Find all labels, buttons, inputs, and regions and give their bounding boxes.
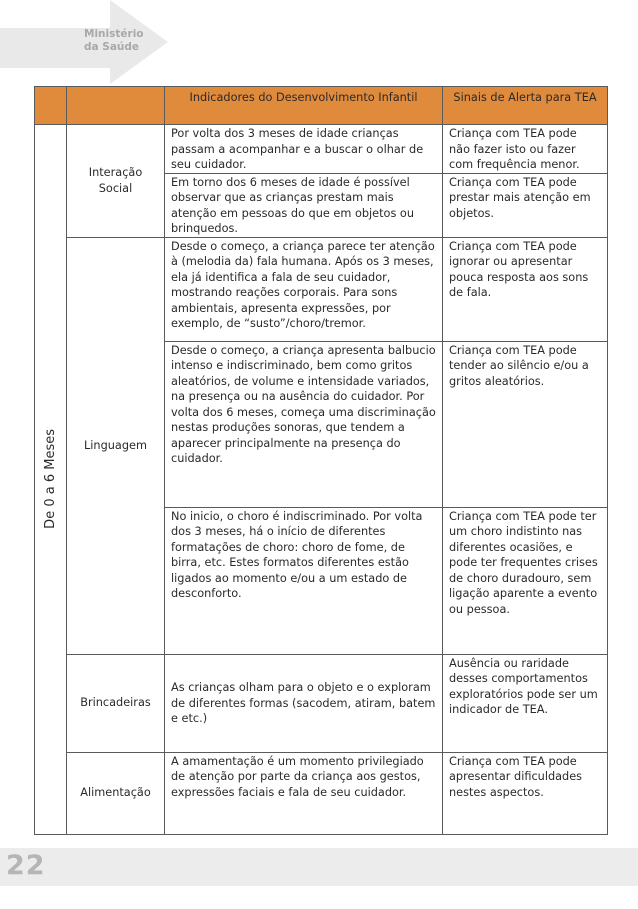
indicator-cell: Em torno dos 6 meses de idade é possível observar que as crianças prestam mais atenção em pessoas do que em objetos ou brinquedos. (165, 173, 443, 237)
category-cell: Interação Social (67, 125, 165, 238)
alert-sign-cell: Ausência ou raridade desses comportamentos exploratórios pode ser um indicador de TEA. (443, 654, 608, 752)
header-cell-category (67, 87, 165, 125)
category-cell: Alimentação (67, 752, 165, 834)
alert-sign-cell: Criança com TEA pode apresentar dificuldades nestes aspectos. (443, 752, 608, 834)
page-number: 22 (6, 850, 46, 881)
header-cell-signs: Sinais de Alerta para TEA (443, 87, 608, 125)
footer-band (0, 848, 638, 886)
age-group-cell (35, 125, 67, 835)
alert-sign-cell: Criança com TEA pode ter um choro indistinto nas diferentes ocasiões, e pode ter frequentes crises de choro duradouro, sem ligação aparente a evento ou pessoa. (443, 507, 608, 654)
indicator-cell: Desde o começo, a criança apresenta balbucio intenso e indiscriminado, bem como gritos aleatórios, de volume e intensidade variados, na presença ou na ausência do cuidador. Por volta dos 6 meses, começa uma discriminação nestas produções sonoras, que tendem a aparecer principalmente na presença do cuidador. (165, 341, 443, 507)
ministry-line-2: da Saúde (84, 41, 140, 53)
indicator-cell: Desde o começo, a criança parece ter atenção à (melodia da) fala humana. Após os 3 meses, ela já identifica a fala de seu cuidador, mostrando reações corporais. Para sons ambientais, apresenta expressões, por exemplo, de “susto”/choro/tremor. (165, 237, 443, 341)
header-cell-age (35, 87, 67, 125)
development-table (34, 86, 608, 835)
alert-sign-cell: Criança com TEA pode tender ao silêncio e/ou a gritos aleatórios. (443, 341, 608, 507)
ministry-logo-text (84, 28, 144, 54)
table-row (35, 654, 608, 752)
table-row (35, 125, 608, 174)
category-cell: Linguagem (67, 237, 165, 654)
age-group-label: De 0 a 6 Meses (42, 429, 58, 530)
header-cell-indicators: Indicadores do Desenvolvimento Infantil (165, 87, 443, 125)
indicator-cell: No inicio, o choro é indiscriminado. Por volta dos 3 meses, há o início de diferentes formatações de choro: choro de fome, de birra, etc. Estes formatos diferentes estão ligados ao momento e/ou a um estado de desconforto. (165, 507, 443, 654)
category-cell: Brincadeiras (67, 654, 165, 752)
alert-sign-cell: Criança com TEA pode não fazer isto ou fazer com frequência menor. (443, 125, 608, 174)
indicator-cell: As crianças olham para o objeto e o exploram de diferentes formas (sacodem, atiram, batem e etc.) (165, 654, 443, 752)
indicator-cell: Por volta dos 3 meses de idade crianças passam a acompanhar e a buscar o olhar de seu cuidador. (165, 125, 443, 174)
alert-sign-cell: Criança com TEA pode prestar mais atenção em objetos. (443, 173, 608, 237)
table-row (35, 237, 608, 341)
table-header-row (35, 87, 608, 125)
indicator-cell: A amamentação é um momento privilegiado de atenção por parte da criança aos gestos, expressões faciais e fala de seu cuidador. (165, 752, 443, 834)
ministry-line-1: Ministério (84, 28, 144, 40)
table-row (35, 752, 608, 834)
alert-sign-cell: Criança com TEA pode ignorar ou apresentar pouca resposta aos sons de fala. (443, 237, 608, 341)
